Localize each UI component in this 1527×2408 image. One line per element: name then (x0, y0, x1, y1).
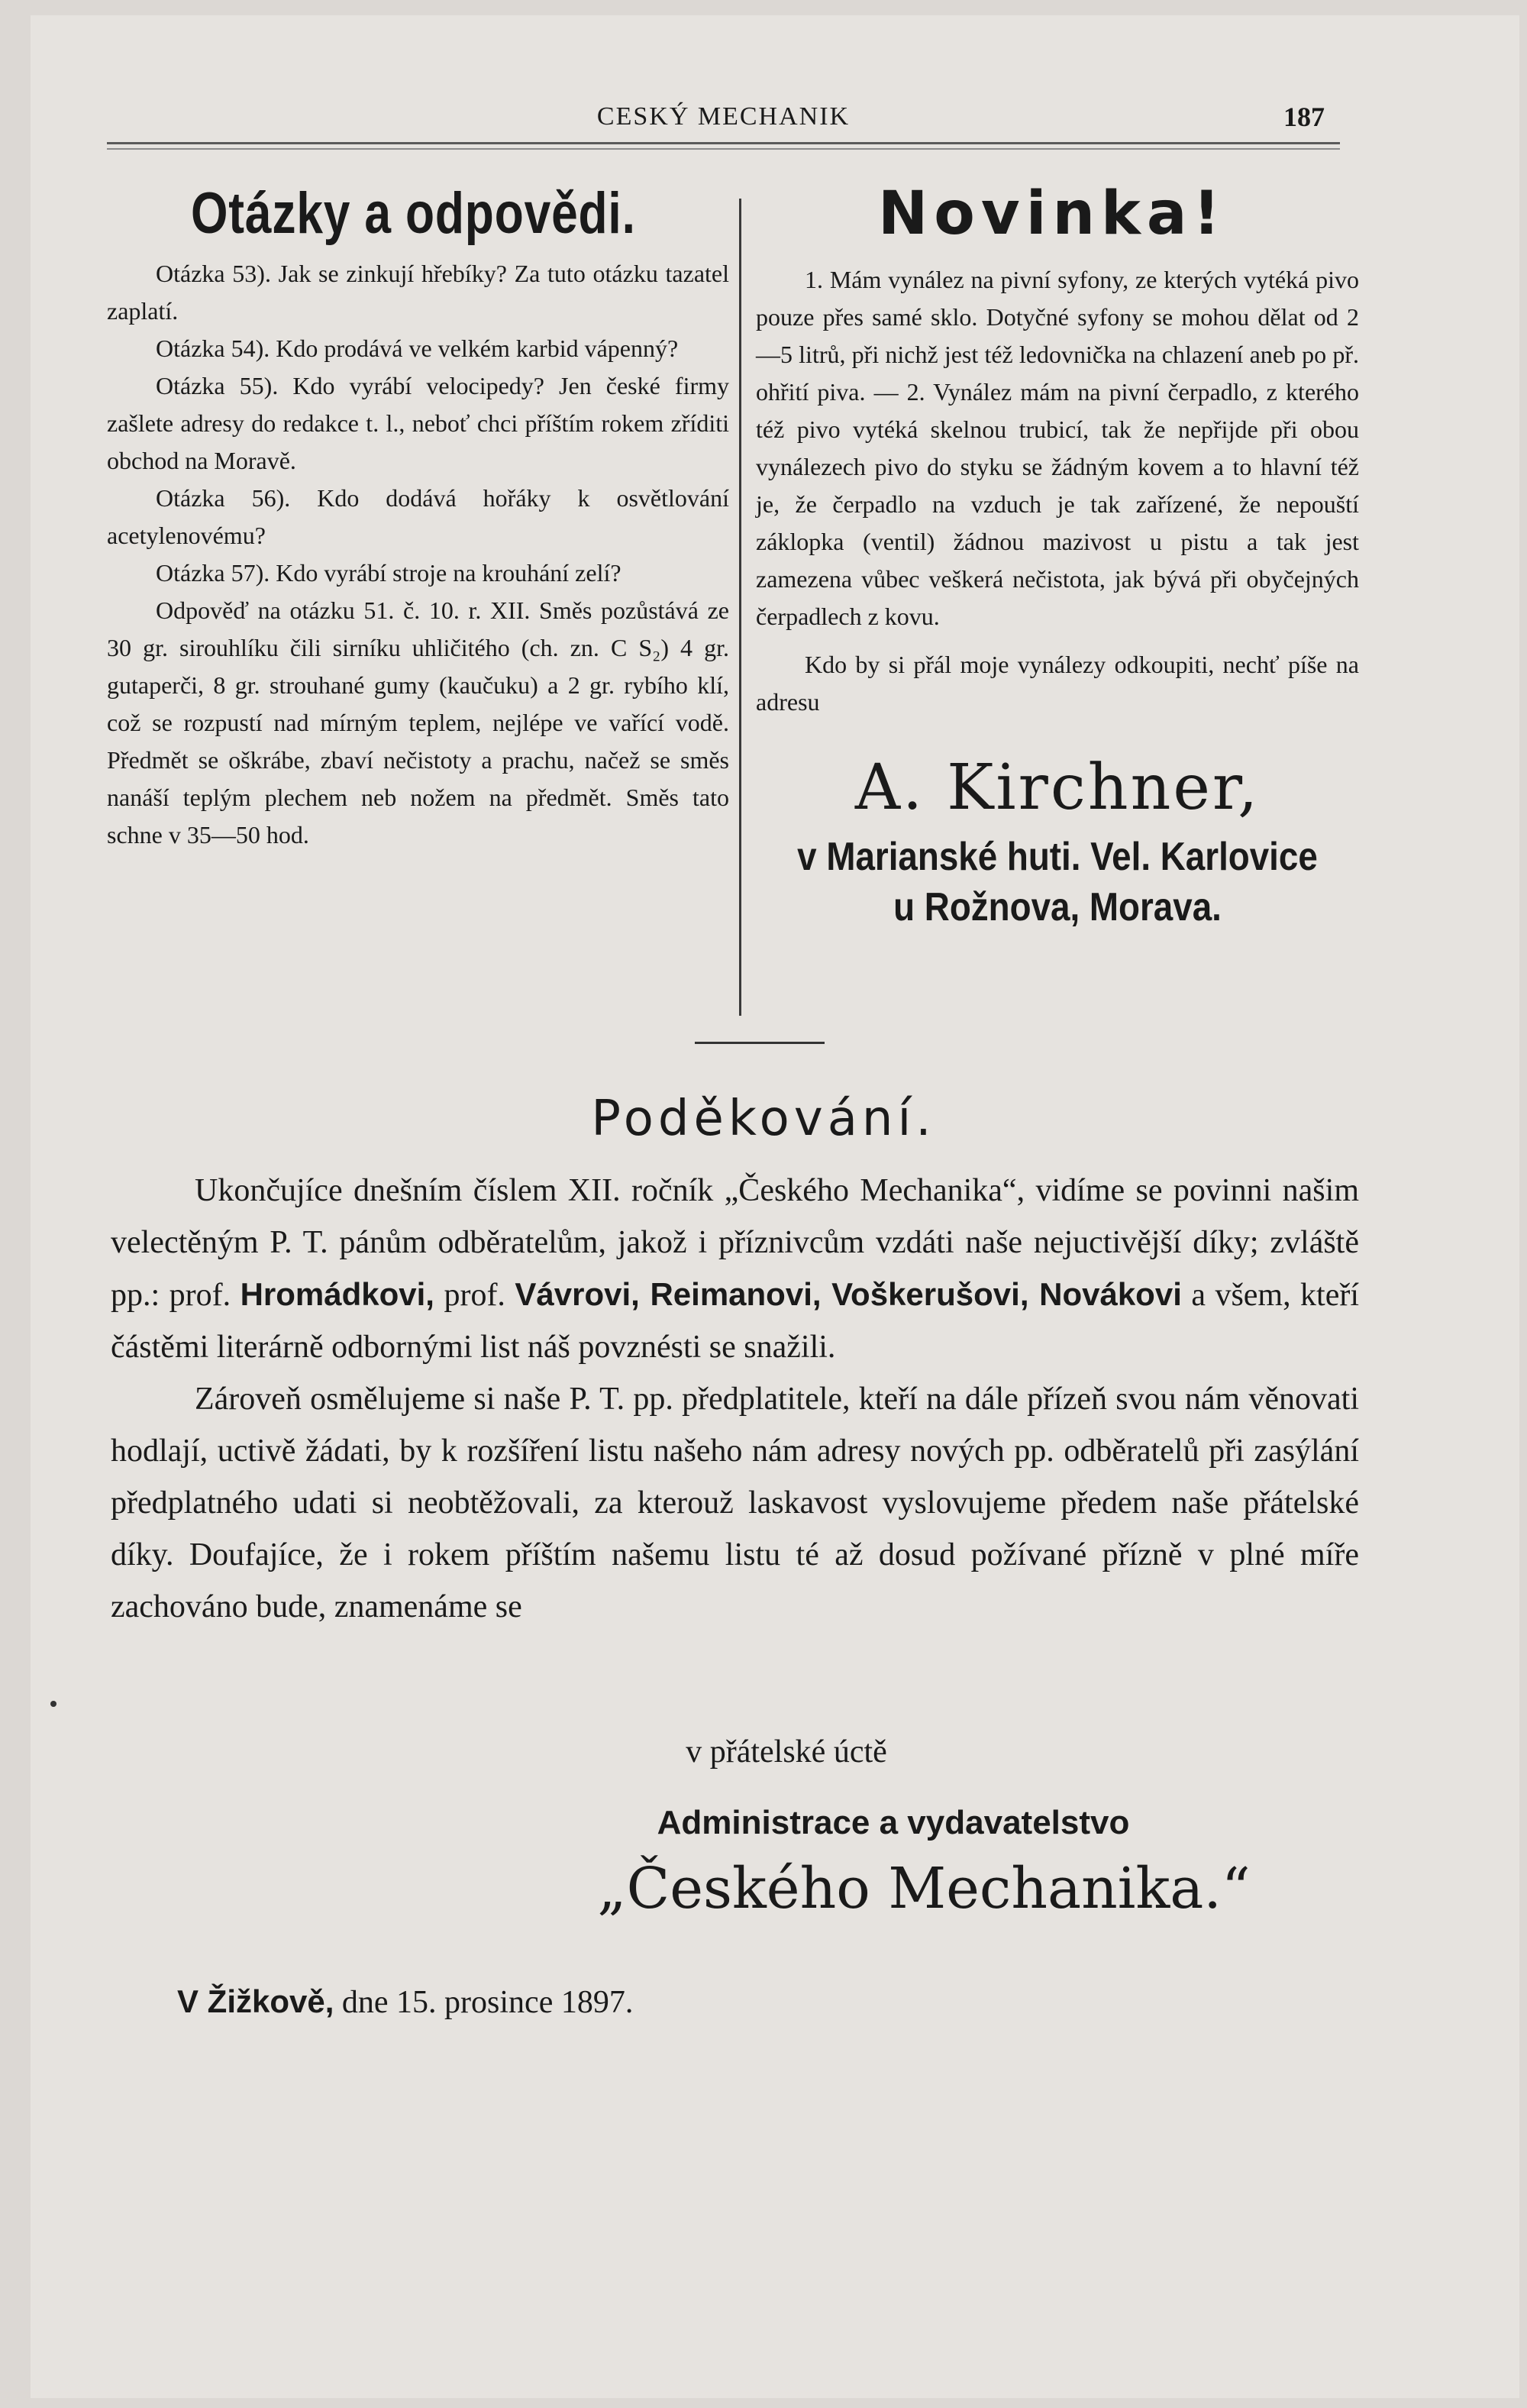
question-55: Otázka 55). Kdo vyrábí velocipedy? Jen české firmy zašlete adresy do redakce t. l., neboť chci příštím rokem zříditi obchod na Moravě. (107, 371, 729, 474)
header-rule (107, 142, 1340, 144)
header-rule-thin (107, 148, 1340, 150)
closing-publisher-label: Administrace a vydavatelstvo (657, 1804, 1130, 1841)
question-56: Otázka 56). Kdo dodává hořáky k osvětlování acetylenovému? (107, 483, 729, 549)
thanks-name-hromadka: Hromádkovi, (240, 1276, 434, 1312)
answer-51: Odpověď na otázku 51. č. 10. r. XII. Směs pozůstává ze 30 gr. sirouhlíku čili sirníku uhličitého (ch. zn. C S₂) 4 gr. gutaperči, 8 gr. strouhané gumy (kaučuku) a 2 gr. rybího klí, což se rozpustí nad mírným teplem, nejlépe ve vařící vodě. Předmět se oškrábe, zbaví nečistoty a prachu, načež se směs nanáší teplým plechem neb nožem na předmět. Směs tato schne v 35—50 hod. (107, 596, 729, 848)
thanks-heading: Poděkování. (591, 1091, 936, 1147)
closing-publication-name: „Českého Mechanika.“ (597, 1856, 1251, 1922)
novelty-column (756, 179, 1359, 932)
advertiser-address-line-1: v Marianské huti. Vel. Karlovice (797, 834, 1318, 879)
running-title: CESKÝ MECHANIK (596, 102, 851, 131)
question-54: Otázka 54). Kdo prodává ve velkém karbid vápenný? (156, 334, 679, 362)
thanks-body (111, 1165, 1359, 1633)
question-53: Otázka 53). Jak se zinkují hřebíky? Za tuto otázku tazatel zaplatí. (107, 259, 729, 325)
questions-column (107, 183, 729, 854)
thanks-paragraph-2: Zároveň osmělujeme si naše P. T. pp. předplatitele, kteří na dále přízeň svou nám věnovati hodlají, uctivě žádati, by k rozšíření listu našeho nám adresy nových pp. odběratelů při zasýlání předplatného udati si neobtěžovali, za kterouž laskavost vyslovujeme předem naše přátelské díky. Doufajíce, že i rokem příštím našemu listu té až dosud požívané přízně v plné míře zachováno bude, znamenáme se (111, 1382, 1359, 1624)
dateline (177, 1983, 633, 2021)
novelty-text (756, 261, 1359, 721)
column-divider (739, 199, 741, 1016)
dateline-date: dne 15. prosince 1897. (341, 1985, 634, 2020)
dateline-place: V Žižkově, (177, 1983, 334, 2019)
running-header (107, 98, 1340, 144)
questions-list (107, 255, 729, 854)
advertiser-address-line-2: u Rožnova, Morava. (893, 884, 1222, 929)
page-number: 187 (1283, 102, 1325, 132)
ink-speck (50, 1701, 56, 1707)
thanks-names-others: Vávrovi, Reimanovi, Voškerušovi, Novákovi (515, 1276, 1182, 1312)
thanks-paragraph-1: Ukončujíce dnešním číslem XII. ročník „Českého Mechanika“, vidíme se povinni našim velectěným P. T. pánům odběratelům, jakož i příznivcům vzdáti naše nejuctivější díky; zvláště pp.: prof. Hromádkovi, prof. Vávrovi, Reimanovi, Voškerušovi, Novákovi a všem, kteří částěmi literárně odbornými list náš povznésti se snažili. (111, 1173, 1360, 1365)
section-divider (695, 1042, 825, 1044)
questions-heading: Otázky a odpovědi. (191, 181, 636, 246)
question-57: Otázka 57). Kdo vyrábí stroje na krouhání zelí? (156, 558, 621, 587)
novelty-paragraph-2: Kdo by si přál moje vynálezy odkoupiti, nechť píše na adresu (756, 650, 1359, 716)
novelty-paragraph-1: 1. Mám vynález na pivní syfony, ze kterých vytéká pivo pouze přes samé sklo. Dotyčné syfony se mohou dělat od 2—5 litrů, při nichž jest též ledovnička na chlazení aneb po př. ohřití piva. — 2. Vynález mám na pivní čerpadlo, z kterého též pivo vytéká skelnou trubicí, tak že nepřijde při obou vynálezech pivo do styku se žádným kovem a to hlavní též je, že čerpadlo na vzduch je tak zařízené, že nepouští záklopka (ventil) žádnou mazivost u pistu a tak jest zamezena vůbec veškerá nečistota, jak bývá při obyčejných čerpadlech z kovu. (756, 265, 1359, 630)
novelty-heading: Novinka! (878, 179, 1227, 248)
closing-greeting: v přátelské úctě (686, 1734, 887, 1770)
closing-block (0, 1734, 1527, 1922)
advertiser-name: A. Kirchner, (854, 751, 1261, 824)
